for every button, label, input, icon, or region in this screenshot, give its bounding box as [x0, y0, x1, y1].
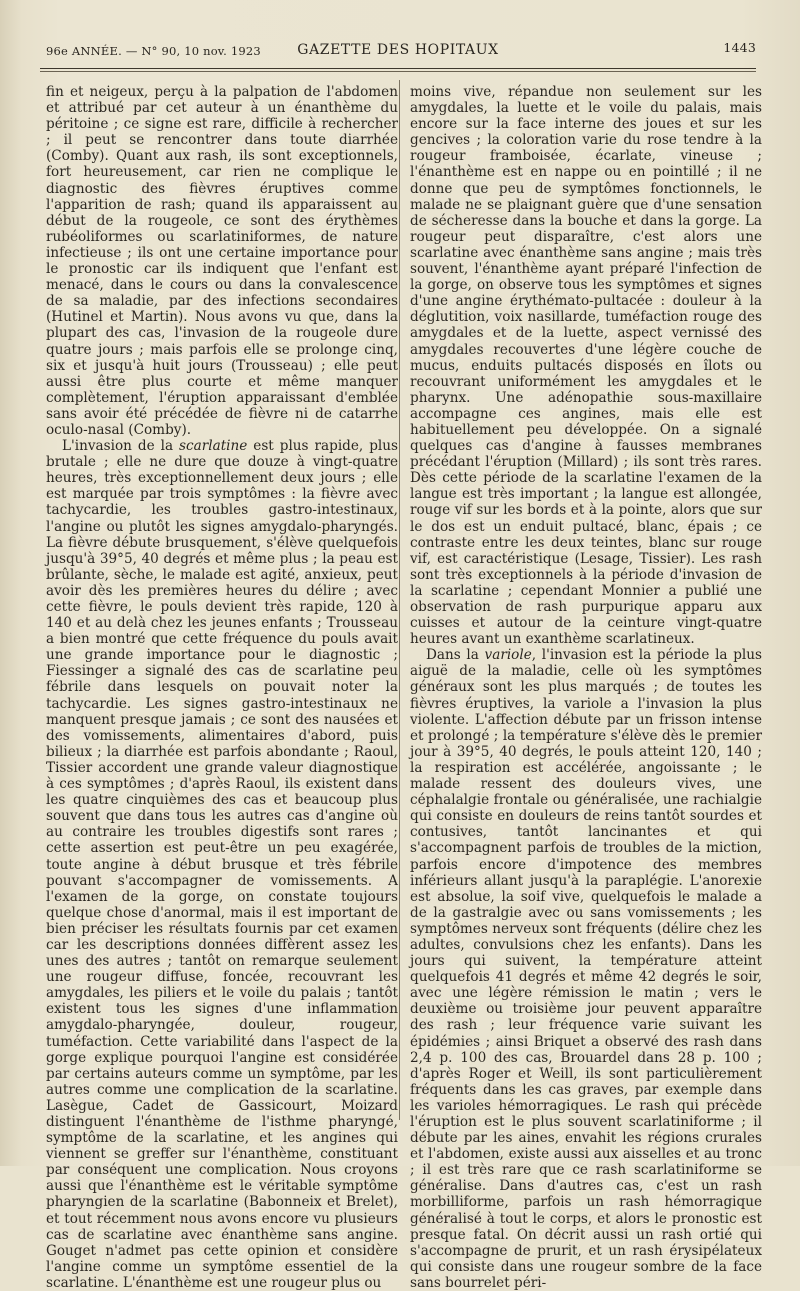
paragraph-enantheme: moins vive, répandue non seulement sur les amygdales, la luette et le voile du palais, mais encore sur la face interne des joues et sur les gencives ; la coloration varie du rose tendre à la rougeur framboisée, écarlate, vineuse ; l'énanthème est en nappe ou en pointillé ; il ne donne que peu de symptômes fonctionnels, le malade ne se plaignant guère que d'une sensation de sécheresse dans la bouche et dans la gorge. La rougeur peut disparaître, c'est alors une scarlatine avec énanthème sans angine ; mais très souvent, l'énanthème ayant préparé l'infection de la gorge, on observe tous les symptômes et signes d'une angine érythémato-pultacée : douleur à la déglutition, voix nasillarde, tuméfaction rouge des amygdales et de la luette, aspect vernissé des amygdales recouvertes d'une légère couche de mucus, enduits pultacés disposés en îlots ou recouvrant uniformément les amygdales et le pharynx. Une adénopathie sous-maxillaire accompagne ces angines, mais elle est habituellement peu développée. On a signalé quelques cas d'angine à fausses membranes précédant l'éruption (Millard) ; ils sont très rares. Dès cette période de la scarlatine l'examen de la langue est très important ; la langue est allongée, rouge vif sur les bords et à la pointe, alors que sur le dos est un enduit pultacé, blanc, épais ; ce contraste entre les deux teintes, blanc sur rouge vif, est caractéristique (Lesage, Tissier). Les rash sont très exceptionnels à la période d'invasion de la scarlatine ; cependant Monnier a publié une observation de rash purpurique apparu aux cuisses et autour de la ceinture vingt-quatre heures avant un exanthème scarlatineux. [410, 84, 762, 648]
text-segment: Dans la [426, 647, 485, 664]
header-rule [40, 68, 756, 69]
paragraph-scarlatine [46, 438, 398, 1291]
paragraph-variole [410, 647, 762, 1291]
column-divider [399, 80, 400, 1120]
italic-term: scarlatine [179, 438, 248, 455]
text-segment: , l'invasion est la période la plus aiguë de la maladie, celle où les symptômes généraux sont les plus marqués ; de toutes les fièvres éruptives, la variole a l'invasion la plus violente. L'affection débute par un frisson intense et prolongé ; la température s'élève dès le premier jour à 39°5, 40 degrés, le pouls atteint 120, 140 ; la respiration est accélérée, angoissante ; le malade ressent des douleurs vives, une céphalalgie frontale ou généralisée, une rachialgie qui consiste en douleurs de reins tantôt sourdes et contusives, tantôt lancinantes et qui s'accompagnent parfois de troubles de la miction, parfois encore d'impotence des membres inférieurs allant jusqu'à la paraplégie. L'anorexie est absolue, la soif vive, quelquefois le malade a de la gastralgie avec ou sans vomissements ; les symptômes nerveux sont fréquents (délire chez les adultes, convulsions chez les enfants). Dans les jours qui suivent, la température atteint quelquefois 41 degrés et même 42 degrés le soir, avec une légère rémission le matin ; vers le deuxième ou troisième jour peuvent apparaître des rash ; leur fréquence varie suivant les épidémies ; ainsi Briquet a observé des rash dans 2,4 p. 100 des cas, Brouardel dans 28 p. 100 ; d'après Roger et Weill, ils sont particulièrement fréquents dans les cas graves, par exemple dans les varioles hémorragiques. Le rash qui précède l'éruption est le plus souvent scarlatiniforme ; il débute par les aines, envahit les régions crurales et l'abdomen, existe aussi aux aisselles et au tronc ; il est très rare que ce rash scarlatiniforme se généralise. Dans d'autres cas, c'est un rash morbilliforme, parfois un rash hémorragique généralisé à tout le corps, et alors le pronostic est presque fatal. On décrit aussi un rash ortié qui s'accompagne de prurit, et un rash érysipélateux qui consiste dans une rougeur sombre de la face sans bourrelet péri- [410, 647, 762, 1291]
right-column [410, 84, 762, 1291]
left-column [46, 84, 398, 1291]
paragraph-rougeole-end: fin et neigeux, perçu à la palpation de l'abdomen et attribué par cet auteur à un énanthème du péritoine ; ce signe est rare, difficile à rechercher ; il peut se rencontrer dans toute diarrhée (Comby). Quant aux rash, ils sont exceptionnels, fort heureusement, car rien ne complique le diagnostic des fièvres éruptives comme l'apparition de rash; quand ils apparaissent au début de la rougeole, ce sont des érythèmes rubéoliformes ou scarlatiniformes, de nature infectieuse ; ils ont une certaine importance pour le pronostic car ils indiquent que l'enfant est menacé, dans le cours ou dans la convalescence de sa maladie, par des infections secondaires (Hutinel et Martin). Nous avons vu que, dans la plupart des cas, l'invasion de la rougeole dure quatre jours ; mais parfois elle se prolonge cinq, six et jusqu'à huit jours (Trousseau) ; elle peut aussi être plus courte et même manquer complètement, l'éruption apparaissant d'emblée sans avoir été précédée de fièvre ni de catarrhe oculo-nasal (Comby). [46, 84, 398, 438]
page-header [40, 40, 756, 62]
text-segment: L'invasion de la [62, 438, 180, 455]
text-segment: est plus rapide, plus brutale ; elle ne dure que douze à vingt-quatre heures, très exceptionnellement deux jours ; elle est marquée par trois symptômes : la fièvre avec tachycardie, les troubles gastro-intestinaux, l'angine ou plutôt les signes amygdalo-pharyngés. La fièvre débute brusquement, s'élève quelquefois jusqu'à 39°5, 40 degrés et même plus ; la peau est brûlante, sèche, le malade est agité, anxieux, peut avoir dès les premières heures du délire ; avec cette fièvre, le pouls devient très rapide, 120 à 140 et au delà chez les jeunes enfants ; Trousseau a bien montré que cette fréquence du pouls avait une grande importance pour le diagnostic ; Fiessinger a signalé des cas de scarlatine peu fébrile dans lesquels on pouvait noter la tachycardie. Les signes gastro-intestinaux ne manquent presque jamais ; ce sont des nausées et des vomissements, alimentaires d'abord, puis bilieux ; la diarrhée est parfois abondante ; Raoul, Tissier accordent une grande valeur diagnostique à ces symptômes ; d'après Raoul, ils existent dans les quatre cinquièmes des cas et beaucoup plus souvent que dans tous les autres cas d'angine où au contraire les troubles digestifs sont rares ; cette assertion est peut-être un peu exagérée, toute angine à début brusque et très fébrile pouvant s'accompagner de vomissements. A l'examen de la gorge, on constate toujours quelque chose d'anormal, mais il est important de bien préciser les résultats fournis par cet examen car les descriptions données diffèrent assez les unes des autres ; tantôt on remarque seulement une rougeur diffuse, foncée, recouvrant les amygdales, les piliers et le voile du palais ; tantôt existent tous les signes d'une inflammation amygdalo-pharyngée, douleur, rougeur, tuméfaction. Cette variabilité dans l'aspect de la gorge explique pourquoi l'angine est considérée par certains auteurs comme un symptôme, par les autres comme une complication de la scarlatine. Lasègue, Cadet de Gassicourt, Moizard distinguent l'énanthème de l'isthme pharyngé, symptôme de la scarlatine, et les angines qui viennent se greffer sur l'énanthème, constituant par conséquent une complication. Nous croyons aussi que l'énanthème est le véritable symptôme pharyngien de la scarlatine (Babonneix et Brelet), et tout récemment nous avons encore vu plusieurs cas de scarlatine avec énanthème sans angine. Gouget n'admet pas cette opinion et considère l'angine comme un symptôme essentiel de la scarlatine. L'énanthème est une rougeur plus ou [46, 438, 398, 1291]
italic-term: variole [484, 647, 532, 664]
journal-title: GAZETTE DES HOPITAUX [297, 42, 499, 58]
issue-info: 96e ANNÉE. — N° 90, 10 nov. 1923 [46, 44, 261, 58]
page-number: 1443 [723, 40, 756, 55]
header-rule-thin [40, 71, 756, 72]
